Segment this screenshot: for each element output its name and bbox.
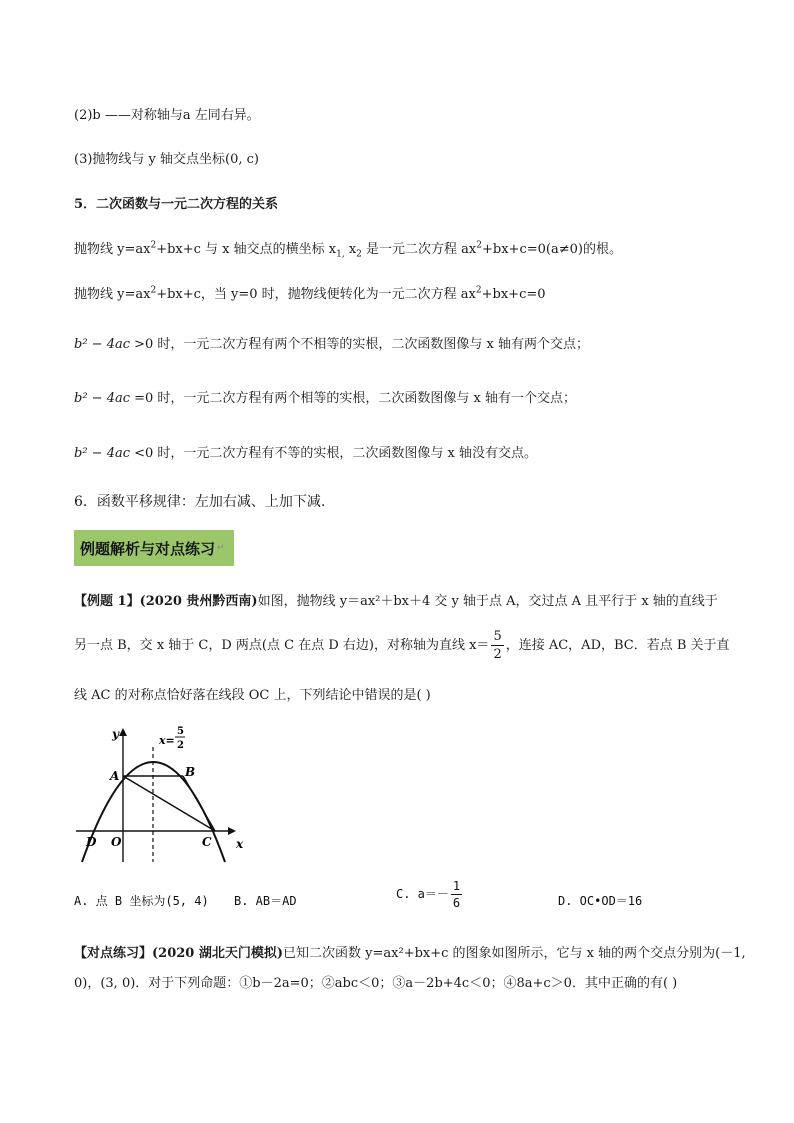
x-axis-arrow [228, 827, 236, 835]
case-one-root: b² − 4ac =0 时，一元二次方程有两个相等的实根，二次函数图像与 x 轴有一个交点； [74, 391, 577, 406]
option-b: B. AB＝AD [234, 894, 297, 908]
label-x: x [236, 837, 244, 851]
para-roots: 抛物线 $y=ax^2+bx+c$ 与 x 轴交点的横坐标 $x_{1,}$ $x_2$ 是一元二次方程 $ax^2+bx+c=0(a\ne 0)$的根。 [74, 240, 622, 260]
practice-line2: 0)，(3, 0)．对于下列命题：①b－2a=0；②abc＜0；③a－2b+4c＜0；④8a+c＞0．其中正确的有( ) [74, 976, 678, 991]
label-y: y [112, 727, 119, 741]
heading-5: 5．二次函数与一元二次方程的关系 [74, 197, 279, 212]
example1-line3: 线 AC 的对称点恰好落在线段 OC 上，下列结论中错误的是( ) [74, 688, 431, 703]
fraction-1-6: $\frac{1}{6}$ [452, 879, 461, 910]
option-a: A. 点 B 坐标为(5, 4) [74, 894, 209, 908]
case-no-root: b² − 4ac <0 时，一元二次方程有不等的实根，二次函数图像与 x 轴没有交点。 [74, 446, 538, 461]
label-axis-den: 2 [177, 740, 184, 751]
heading-6: 6．函数平移规律：左加右减、上加下减. [74, 494, 326, 510]
line-y-intercept: (3)抛物线与 y 轴交点坐标(0, c) [74, 152, 259, 167]
label-axis-eq: x= [159, 734, 175, 747]
label-axis-num: 5 [177, 726, 184, 737]
example1-line1: 【例题 1】(2020 贵州黔西南)如图，抛物线 y＝ax²＋bx＋4 交 y 轴于点 A，交过点 A 且平行于 x 轴的直线于 [74, 594, 718, 609]
fraction-5-2: $\frac{5}{2}$ [493, 629, 502, 662]
return-mark-icon: ↵ [217, 543, 225, 553]
para-equation: 抛物线 $y=ax^2+bx+c$，当 y=0 时，抛物线便转化为一元二次方程 $ax^2+bx+c=0$ [74, 285, 546, 302]
label-b: B [185, 765, 196, 779]
segment-ac [123, 776, 215, 831]
label-a: A [110, 769, 120, 783]
parabola-figure [74, 722, 264, 867]
label-o: O [111, 835, 122, 849]
option-c: C. a＝－ $\frac{1}{6}$ [396, 879, 461, 910]
section-badge: 例题解析与对点练习 ↵ [74, 530, 234, 566]
option-d: D. OC•OD＝16 [558, 894, 643, 908]
label-d: D [86, 835, 97, 849]
segment-bc [183, 776, 215, 831]
label-c: C [202, 835, 212, 849]
example1-line2: 另一点 B，交 x 轴于 C，D 两点(点 C 在点 D 右边)，对称轴为直线 x＝ $\frac{5}{2}$ ，连接 AC，AD，BC．若点 B 关于直 [74, 629, 730, 662]
y-axis-arrow [119, 728, 127, 736]
case-two-roots: b² − 4ac >0 时，一元二次方程有两个不相等的实根，二次函数图像与 x 轴有两个交点； [74, 337, 590, 352]
practice-line1: 【对点练习】(2020 湖北天门模拟)已知二次函数 y=ax²+bx+c 的图象如图所示，它与 x 轴的两个交点分别为(－1, [74, 946, 746, 961]
line-b-symmetry: (2)b ——对称轴与a 左同右异。 [74, 108, 260, 123]
